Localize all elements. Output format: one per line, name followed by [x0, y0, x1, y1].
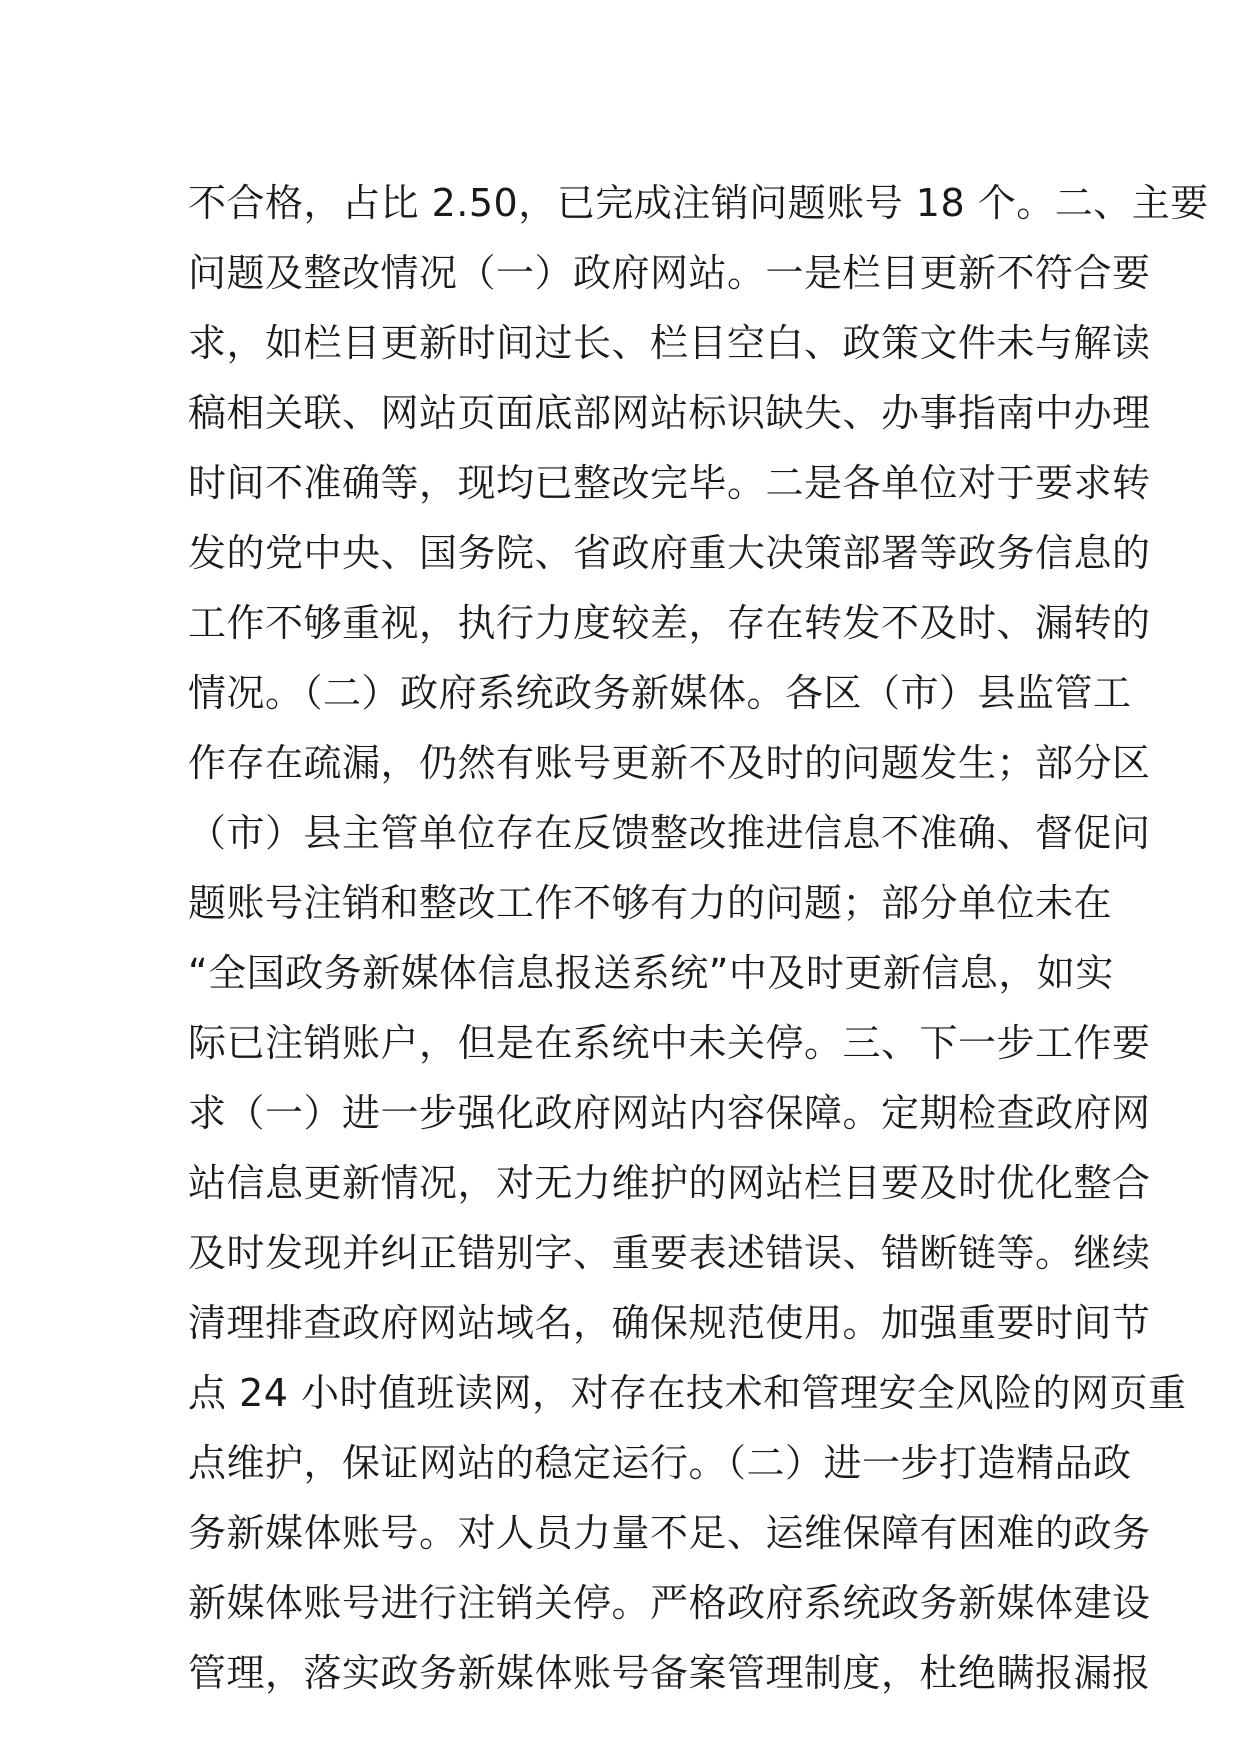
text-line: 情况。（二）政府系统政务新媒体。各区（市）县监管工 [188, 671, 1132, 715]
text-line: 清理排查政府网站域名，确保规范使用。加强重要时间节 [188, 1301, 1151, 1345]
text-line: 及时发现并纠正错别字、重要表述错误、错断链等。继续 [188, 1231, 1151, 1275]
text-line: 际已注销账户，但是在系统中未关停。三、下一步工作要 [188, 1021, 1151, 1065]
text-line: 求，如栏目更新时间过长、栏目空白、政策文件未与解读 [188, 321, 1151, 365]
text-line: 点维护，保证网站的稳定运行。（二）进一步打造精品政 [188, 1441, 1132, 1485]
text-line: 时间不准确等，现均已整改完毕。二是各单位对于要求转 [188, 461, 1151, 505]
text-line: 工作不够重视，执行力度较差，存在转发不及时、漏转的 [188, 601, 1151, 645]
text-line: 作存在疏漏，仍然有账号更新不及时的问题发生；部分区 [188, 741, 1151, 785]
text-line: 题账号注销和整改工作不够有力的问题；部分单位未在 [188, 881, 1113, 925]
text-line: 求（一）进一步强化政府网站内容保障。定期检查政府网 [188, 1091, 1151, 1135]
text-line: 管理，落实政务新媒体账号备案管理制度，杜绝瞒报漏报 [188, 1651, 1151, 1695]
body-text [188, 168, 1209, 1708]
text-line: 站信息更新情况，对无力维护的网站栏目要及时优化整合 [188, 1161, 1151, 1205]
text-line: 务新媒体账号。对人员力量不足、运维保障有困难的政务 [188, 1511, 1151, 1555]
text-line: 稿相关联、网站页面底部网站标识缺失、办事指南中办理 [188, 391, 1151, 435]
text-line: 不合格，占比 2.50，已完成注销问题账号 18 个。二、主要 [188, 181, 1209, 225]
text-line: （市）县主管单位存在反馈整改推进信息不准确、督促问 [188, 811, 1151, 855]
text-line: “全国政务新媒体信息报送系统”中及时更新信息，如实 [188, 951, 1114, 995]
text-line: 问题及整改情况（一）政府网站。一是栏目更新不符合要 [188, 251, 1151, 295]
text-line: 新媒体账号进行注销关停。严格政府系统政务新媒体建设 [188, 1581, 1151, 1625]
text-line: 点 24 小时值班读网，对存在技术和管理安全风险的网页重 [188, 1371, 1187, 1415]
text-line: 发的党中央、国务院、省政府重大决策部署等政务信息的 [188, 531, 1151, 575]
